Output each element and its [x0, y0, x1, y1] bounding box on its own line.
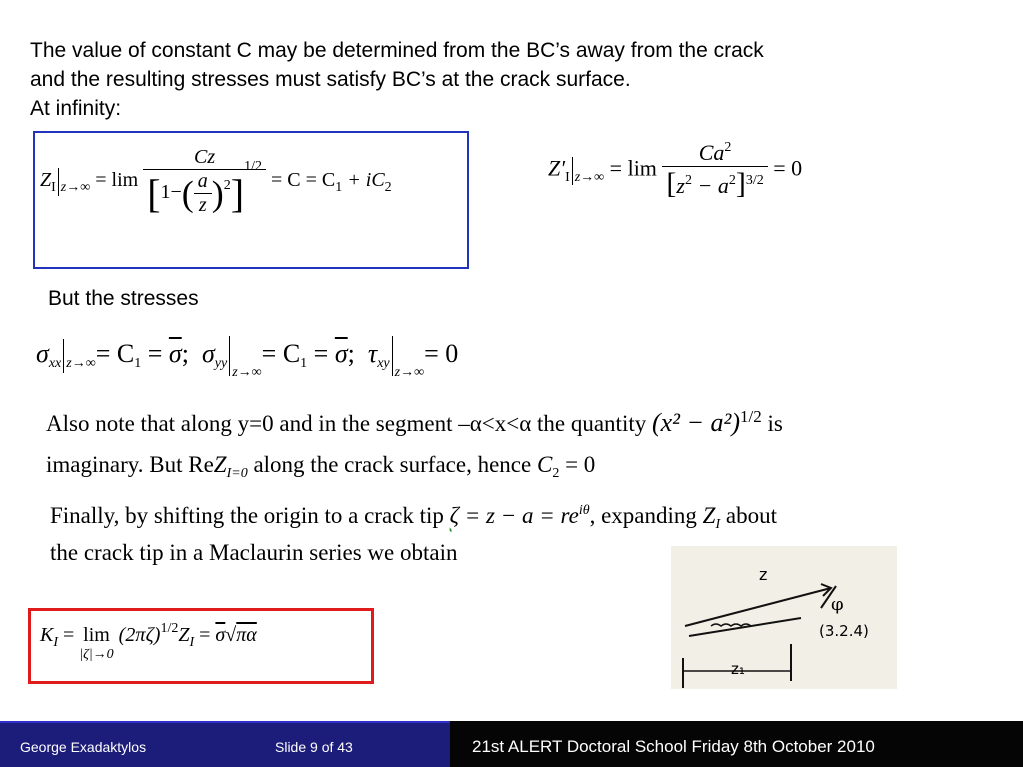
stress-semi-1: ; — [181, 338, 189, 368]
keq-z-sub: I — [189, 635, 195, 650]
eq1-left-paren: ( — [181, 173, 194, 214]
eq2-den — [662, 167, 767, 201]
eq1-lhs: Z — [40, 169, 52, 192]
note3-text-a: Finally, by shifting the origin to a crack tip — [50, 503, 444, 528]
eq1-right-paren: ) — [211, 173, 224, 214]
eq1-den-one: 1− — [160, 181, 182, 204]
intro-line-3: At infinity: — [30, 97, 122, 120]
note2-z: Z — [213, 452, 227, 477]
eq2-num — [662, 140, 767, 167]
note3-expr-pow: iθ — [578, 503, 590, 518]
keq-pi-alpha: πα — [236, 624, 257, 646]
eq1-den-pow: 2 — [223, 178, 231, 194]
note3-z: Z — [702, 503, 716, 528]
note-line-4: the crack tip in a Maclaurin series we obtain — [50, 540, 458, 565]
eq2-left-bracket: [ — [666, 167, 677, 200]
note-line-1 — [46, 408, 783, 438]
zi-limit-equation — [40, 146, 392, 217]
stress-eq2: = C — [261, 338, 301, 368]
keq-sqrt: √ — [225, 624, 237, 646]
note3-z-sub: I — [715, 517, 721, 532]
sketch-z-label: z — [759, 565, 768, 584]
note1-expr: (x² − a²) — [651, 408, 740, 437]
eq2-den-z: z — [676, 173, 685, 198]
eq2-den-outer-pow: 3/2 — [745, 173, 764, 188]
sketch-phi-label: φ — [831, 594, 844, 615]
eq1-left-bracket: [ — [147, 171, 161, 216]
eq2-rhs: = 0 — [773, 155, 803, 181]
note1-text-a: Also note that along y=0 and in the segment –α<x<α the quantity — [46, 411, 647, 436]
note3-text-c: about — [720, 503, 777, 528]
keq-lim-sub: |ζ|→0 — [79, 647, 114, 662]
stress-lim-sub-3: z→∞ — [394, 364, 425, 380]
keq-k: K — [40, 624, 54, 646]
sketch-z-arrow — [685, 588, 831, 626]
note-line-3 — [50, 503, 777, 532]
footer-right-panel — [450, 721, 1023, 767]
keq-z: Z — [178, 624, 190, 646]
footer-left-panel — [0, 721, 450, 767]
eq1-rhs-plus: + iC — [342, 169, 385, 192]
stress-s1-sub: xx — [48, 355, 62, 371]
eq2-lhs: Z′ — [548, 155, 566, 181]
zi-prime-limit-equation — [548, 140, 802, 201]
stress-s2: σ — [201, 338, 215, 368]
note3-expr: = z − a = re — [458, 503, 579, 528]
keq-k-sub: I — [53, 635, 59, 650]
intro-line-2: and the resulting stresses must satisfy BC’s at the crack surface. — [30, 68, 631, 91]
but-the-stresses-text: But the stresses — [48, 287, 199, 310]
stress-lim-sub-2: z→∞ — [232, 364, 262, 380]
stress-c2-sub: 1 — [300, 355, 308, 371]
eq2-eval-bar — [572, 157, 573, 185]
note-line-2 — [46, 452, 596, 481]
note2-text-c: = 0 — [559, 452, 596, 477]
note1-text-b: is — [767, 411, 783, 436]
note2-c-sub: 2 — [552, 466, 560, 481]
note2-z-sub: I=0 — [226, 466, 248, 481]
eq1-eval-bar — [58, 168, 59, 196]
eq1-numerator: Cz — [194, 146, 216, 168]
stress-eq1: = C — [95, 338, 135, 368]
eq2-numerator: Ca — [698, 140, 725, 165]
keq-sigma-bar: $\overline{\sigma}$ — [215, 624, 226, 646]
eq1-den-z: z — [198, 194, 207, 216]
stress-eq1b: = — [141, 338, 169, 368]
intro-text — [30, 36, 990, 123]
note2-text-b: along the crack surface, hence — [247, 452, 537, 477]
eq1-rhs-sub1: 1 — [335, 180, 343, 196]
footer-event: 21st ALERT Doctoral School Friday 8th October 2010 — [472, 737, 875, 756]
eq1-a-over-z — [194, 170, 212, 217]
sketch-ref-label: (3.2.4) — [819, 622, 869, 640]
footer-slide-number: Slide 9 of 43 — [275, 739, 353, 755]
eq2-lhs-sub: I — [565, 169, 570, 185]
stress-bar-1 — [63, 339, 64, 373]
eq1-rhs: = C = C — [271, 169, 336, 192]
stress-equation — [36, 336, 459, 380]
slide-footer — [0, 721, 1023, 767]
eq1-fraction — [143, 146, 266, 217]
stress-bar-3 — [392, 336, 393, 376]
eq2-limit-sub: z→∞ — [574, 169, 605, 185]
eq1-lhs-sub: I — [51, 180, 56, 196]
note2-text-a: imaginary. But Re — [46, 452, 214, 477]
keq-paren: (2πζ) — [118, 624, 161, 646]
keq-rhs: = — [194, 624, 216, 646]
eq1-lim: = lim — [95, 169, 139, 192]
eq1-rhs-sub2: 2 — [384, 180, 392, 196]
stress-semi-2: ; — [347, 338, 355, 368]
sketch-crack-line — [711, 624, 751, 626]
eq1-den — [143, 159, 266, 217]
stress-sigma-bar-1: $\overline{\sigma}$ — [168, 338, 182, 368]
footer-author: George Exadaktylos — [20, 739, 147, 755]
stress-sigma-bar-2: $\overline{\sigma}$ — [334, 338, 348, 368]
eq2-den-z-pow: 2 — [684, 173, 692, 188]
stress-eq2b: = — [307, 338, 335, 368]
eq1-den-outer-pow: 1/2 — [244, 159, 263, 175]
note1-expr-pow: 1/2 — [739, 407, 762, 426]
stress-s3: τ — [367, 338, 378, 368]
eq2-right-bracket: ] — [735, 167, 746, 200]
stress-s3-sub: xy — [377, 355, 390, 371]
eq2-fraction — [662, 140, 767, 201]
eq2-lim: = lim — [609, 155, 657, 181]
stress-intensity-equation — [40, 621, 257, 663]
eq2-den-minus: − a — [691, 173, 729, 198]
note3-zeta: ζ — [449, 503, 459, 528]
keq-lim-block — [79, 624, 113, 663]
eq2-num-pow: 2 — [724, 140, 732, 155]
eq2-den-a-pow: 2 — [728, 173, 736, 188]
stress-bar-2 — [229, 336, 230, 376]
stress-s1: σ — [36, 338, 49, 368]
eq1-right-bracket: ] — [230, 171, 245, 216]
keq-lim: lim — [83, 624, 110, 646]
note2-c: C — [536, 452, 553, 477]
crack-tip-sketch-drawing — [671, 546, 897, 689]
stress-c1-sub: 1 — [134, 355, 142, 371]
eq1-den-a: a — [197, 170, 208, 192]
note3-text-b: , expanding — [589, 503, 703, 528]
keq-eq: = — [58, 624, 80, 646]
intro-line-1: The value of constant C may be determined from the BC’s away from the crack — [30, 39, 764, 62]
stress-s2-sub: yy — [214, 355, 228, 371]
crack-tip-sketch — [671, 546, 897, 689]
stress-eq3: = 0 — [424, 338, 459, 368]
eq1-limit-sub: z→∞ — [60, 180, 91, 196]
stress-lim-sub-1: z→∞ — [66, 355, 96, 371]
keq-paren-pow: 1/2 — [160, 621, 179, 636]
sketch-z1-label: z₁ — [731, 660, 745, 678]
